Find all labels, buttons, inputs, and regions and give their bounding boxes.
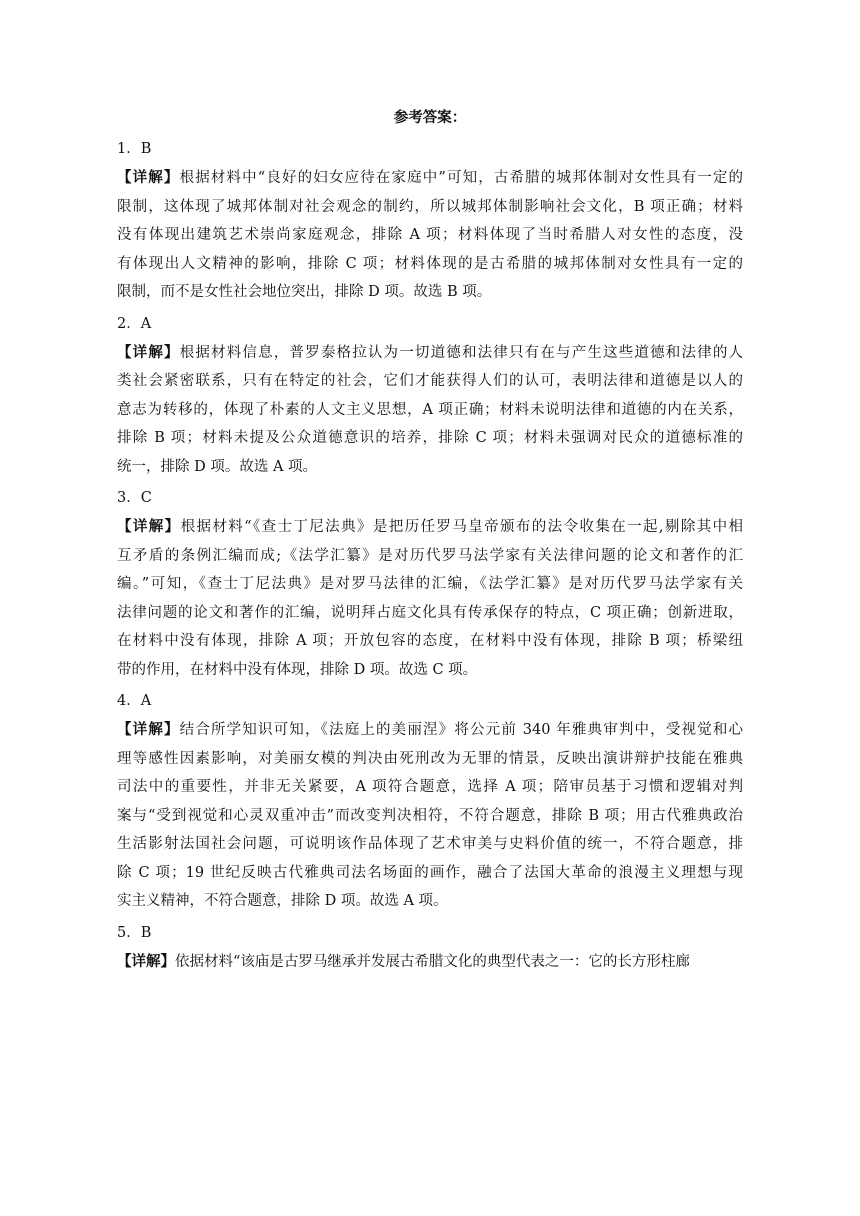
explanation-line xyxy=(117,859,743,888)
explanation-line xyxy=(117,656,743,685)
answer-explanation xyxy=(117,164,743,307)
explanation-line xyxy=(117,164,743,193)
answer-explanation xyxy=(117,948,743,977)
explanation-text: 在材料中没有体现，排除 A 项；开放包容的态度，在材料中没有体现，排除 B 项；桥梁纽 xyxy=(117,633,743,649)
explanation-text: 类社会紧密联系，只有在特定的社会，它们才能获得人们的认可，表明法律和道德是以人的 xyxy=(117,373,743,389)
explanation-text: 实主义精神，不符合题意，排除 D 项。故选 A 项。 xyxy=(117,893,448,909)
answer-sheet xyxy=(117,104,743,978)
explanation-line xyxy=(117,250,743,279)
explanation-text: 法律问题的论文和著作的汇编，说明拜占庭文化具有传承保存的特点，C 项正确；创新进取， xyxy=(117,604,743,621)
explanation-text: 意志为转移的，体现了朴素的人文主义思想，A 项正确；材料未说明法律和道德的内在关系， xyxy=(117,401,743,418)
explanation-line xyxy=(117,745,743,774)
explanation-line xyxy=(117,599,743,628)
explanation-line xyxy=(117,716,743,745)
answer-explanation xyxy=(117,339,743,482)
explanation-text: 根据材料信息，普罗泰格拉认为一切道德和法律只有在与产生这些道德和法律的人 xyxy=(179,344,743,361)
answer-number: 5．B xyxy=(117,924,152,941)
explanation-line xyxy=(117,339,743,368)
answer-explanation xyxy=(117,513,743,684)
explanation-lead-label: 【详解】 xyxy=(117,952,175,970)
explanation-text: 有体现出人文精神的影响，排除 C 项；材料体现的是古希腊的城邦体制对女性具有一定的 xyxy=(117,255,743,272)
explanation-line xyxy=(117,424,743,453)
page-title: 参考答案： xyxy=(393,109,467,126)
explanation-text: 司法中的重要性，并非无关紧要，A 项符合题意，选择 A 项；陪审员基于习惯和逻辑对判 xyxy=(117,779,743,795)
explanation-text: 没有体现出建筑艺术崇尚家庭观念，排除 A 项；材料体现了当时希腊人对女性的态度，没 xyxy=(117,227,743,243)
explanation-text: 案与“受到视觉和心灵双重冲击”而改变判决相符，不符合题意，排除 B 项；用古代雅典政治 xyxy=(117,807,743,824)
explanation-line xyxy=(117,570,743,599)
explanation-line xyxy=(117,542,743,571)
answer-number: 1．B xyxy=(117,141,152,157)
answer-number: 3．C xyxy=(117,490,152,506)
explanation-lead-label: 【详解】 xyxy=(117,343,180,361)
explanation-line xyxy=(117,948,743,977)
explanation-line xyxy=(117,887,743,916)
explanation-line xyxy=(117,367,743,396)
answer-list xyxy=(117,135,743,976)
explanation-line xyxy=(117,513,743,542)
explanation-lead-label: 【详解】 xyxy=(117,169,180,186)
explanation-text: 理等感性因素影响，对美丽女模的判决由死刑改为无罪的情景，反映出演讲辩护技能在雅典 xyxy=(117,750,743,767)
explanation-line xyxy=(117,773,743,802)
explanation-text: 根据材料中“良好的妇女应待在家庭中”可知，古希腊的城邦体制对女性具有一定的 xyxy=(179,170,744,186)
answer-number: 2．A xyxy=(117,315,152,332)
explanation-text: 互矛盾的条例汇编而成;《法学汇纂》是对历代罗马法学家有关法律问题的论文和著作的汇 xyxy=(117,547,743,564)
explanation-line xyxy=(117,193,743,222)
explanation-line xyxy=(117,830,743,859)
answer-number: 4．A xyxy=(117,693,152,709)
explanation-line xyxy=(117,627,743,656)
explanation-line xyxy=(117,453,743,482)
explanation-text: 限制，这体现了城邦体制对社会观念的制约，所以城邦体制影响社会文化，B 项正确；材料 xyxy=(117,198,743,215)
explanation-text: 除 C 项；19 世纪反映古代雅典司法名场面的画作，融合了法国大革命的浪漫主义理想与现 xyxy=(117,864,743,881)
explanation-text: 生活影射法国社会问题，可说明该作品体现了艺术审美与史料价值的统一，不符合题意，排 xyxy=(117,836,743,852)
explanation-text: 结合所学知识可知，《法庭上的美丽涅》将公元前 340 年雅典审判中，受视觉和心 xyxy=(179,722,743,738)
explanation-lead-label: 【详解】 xyxy=(117,518,181,535)
explanation-text: 排除 B 项；材料未提及公众道德意识的培养，排除 C 项；材料未强调对民众的道德标准的 xyxy=(117,430,743,446)
explanation-line xyxy=(117,396,743,425)
explanation-line xyxy=(117,802,743,831)
explanation-text: 依据材料“该庙是古罗马继承并发展古希腊文化的典型代表之一：它的长方形柱廊 xyxy=(175,953,690,970)
explanation-text: 带的作用，在材料中没有体现，排除 D 项。故选 C 项。 xyxy=(117,661,478,678)
explanation-lead-label: 【详解】 xyxy=(117,721,180,738)
explanation-line xyxy=(117,221,743,250)
answer-explanation xyxy=(117,716,743,916)
explanation-text: 统一，排除 D 项。故选 A 项。 xyxy=(117,458,318,475)
explanation-line xyxy=(117,278,743,307)
explanation-text: 编。”可知，《查士丁尼法典》是对罗马法律的汇编，《法学汇纂》是对历代罗马法学家有关 xyxy=(117,576,743,592)
explanation-text: 限制，而不是女性社会地位突出，排除 D 项。故选 B 项。 xyxy=(117,284,492,300)
explanation-text: 根据材料“《查士丁尼法典》是把历任罗马皇帝颁布的法令收集在一起,剔除其中相 xyxy=(180,519,743,535)
